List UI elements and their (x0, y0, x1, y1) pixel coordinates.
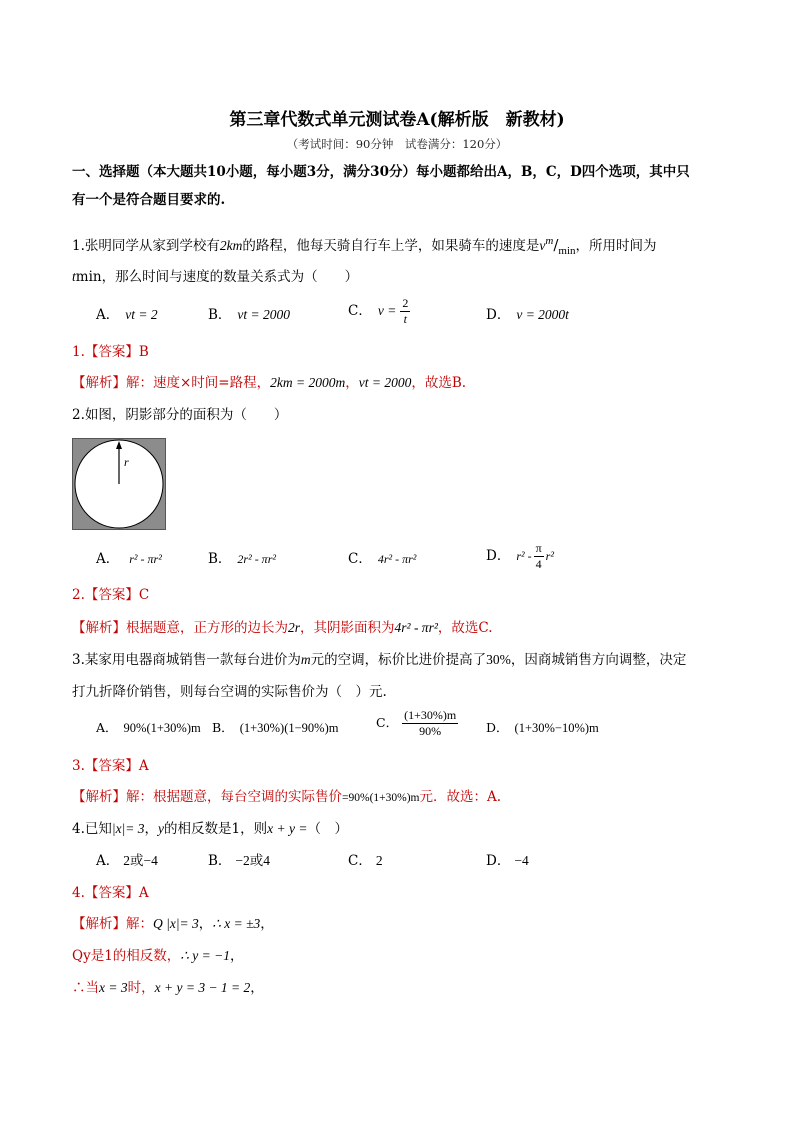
analysis-formula: =90%(1+30%)m (342, 792, 420, 804)
q3-option-c (376, 708, 458, 739)
fraction-numerator: (1+30%)m (404, 708, 457, 722)
option-label: B． (208, 551, 232, 567)
analysis-text: 解： (126, 916, 153, 932)
q1-fraction (400, 296, 410, 327)
option-label: A． (96, 307, 120, 323)
q1-stem-line1 (72, 231, 657, 261)
fraction-denominator: 4 (535, 557, 542, 571)
q1-option-a (96, 305, 158, 325)
analysis-text: ，故选C. (437, 620, 493, 636)
radius-label: r (124, 455, 129, 469)
option-label: D． (486, 720, 509, 735)
q4-text: ， (144, 821, 159, 837)
analysis-text: ， (250, 980, 264, 996)
analysis-text: 解：速度×时间=路程， (126, 375, 271, 391)
q3-option-d (486, 718, 599, 738)
q4-analysis-line2 (72, 946, 243, 966)
option-value: r² - πr² (129, 552, 162, 566)
q4-text: 4.已知 (72, 821, 112, 837)
option-value: r² - (516, 549, 532, 563)
option-value: (1+30%−10%)m (514, 721, 599, 735)
q3-price-var: m (300, 652, 311, 667)
q2-analysis (72, 618, 493, 638)
q1-option-d (486, 305, 569, 325)
option-value: v = 2000t (516, 307, 569, 322)
q1-analysis (72, 373, 466, 393)
section-heading-line1: 一、选择题（本大题共10小题，每小题3分，满分30分）每小题都给出A，B，C，D四个选项，其中只 (72, 164, 690, 180)
option-label: D． (486, 307, 511, 323)
analysis-label: 【解析】 (72, 620, 126, 636)
square-circle-figure (72, 438, 166, 530)
analysis-formula: x + y = 3 − 1 = 2 (154, 980, 251, 995)
q3-text: ，因商城销售方向调整，决定 (510, 652, 687, 668)
option-label: A． (96, 720, 118, 735)
analysis-text: ， (345, 375, 359, 391)
analysis-text: 解：根据题意，每台空调的实际售价 (126, 789, 342, 805)
option-label: B． (212, 720, 234, 735)
option-label: C． (348, 303, 372, 319)
q3-stem-line1 (72, 650, 686, 670)
analysis-text: ， (260, 916, 274, 932)
option-label: A． (96, 853, 120, 869)
q1-speed-unit-min: min (558, 245, 576, 257)
option-value: 2 (375, 853, 383, 868)
option-label: B． (208, 853, 232, 869)
analysis-text: ，故选B. (411, 375, 467, 391)
q4-option-d (486, 851, 529, 871)
q3-option-a (96, 718, 201, 738)
analysis-text: ， (198, 916, 213, 932)
q1-stem-line2 (72, 267, 358, 287)
q2-option-c (348, 549, 416, 569)
analysis-formula: ∴ x = ±3 (212, 916, 261, 931)
q3-answer: 3.【答案】A (72, 758, 149, 774)
option-value: vt = 2 (125, 307, 158, 322)
option-value: 2或−4 (123, 853, 158, 868)
q1-text: min，那么时间与速度的数量关系式为（ ） (75, 269, 359, 285)
q3-text: 3.某家用电器商城销售一款每台进价为 (72, 652, 301, 668)
q1-option-c (348, 296, 410, 327)
option-value: 2r² - πr² (237, 552, 276, 566)
q3-fraction (402, 708, 458, 739)
analysis-formula: 2km = 2000m (270, 375, 346, 390)
fraction-numerator: π (535, 541, 542, 555)
option-value: r² (545, 549, 554, 563)
fraction-denominator: 90% (419, 724, 442, 738)
option-label: D． (486, 548, 511, 564)
option-value: 90%(1+30%)m (123, 721, 201, 735)
analysis-label: 【解析】 (72, 789, 126, 805)
q4-option-b (208, 851, 270, 871)
q3-analysis (72, 787, 501, 808)
option-label: A． (96, 551, 120, 567)
option-label: C． (376, 715, 399, 730)
analysis-text: 元．故选：A. (419, 789, 502, 805)
q1-text: 1.张明同学从家到学校有 (72, 238, 220, 254)
analysis-label: 【解析】 (72, 375, 126, 391)
page-title: 第三章代数式单元测试卷A(解析版 新教材) (229, 110, 565, 130)
fraction-numerator: 2 (402, 296, 409, 310)
analysis-text: ∴当 (72, 980, 99, 996)
option-label: C． (348, 853, 372, 869)
q2-fraction (534, 541, 544, 572)
fraction-denominator: t (403, 312, 407, 326)
q3-stem-line2: 打九折降价销售，则每台空调的实际售价为（ ）元. (72, 684, 387, 700)
q4-text: （ ） (307, 821, 348, 837)
q2-option-b (208, 549, 276, 569)
q3-option-b (212, 718, 339, 738)
q1-speed-var: v (539, 238, 546, 253)
q4-option-a (96, 851, 158, 871)
q2-option-a (96, 549, 162, 569)
q4-text: 的相反数是1，则 (164, 821, 268, 837)
option-label: B． (208, 307, 232, 323)
q4-option-c (348, 851, 383, 871)
q1-text: 的路程，他每天骑自行车上学，如果骑车的速度是 (242, 238, 540, 254)
analysis-formula: vt = 2000 (358, 375, 412, 390)
analysis-text: ，其阴影面积为 (300, 620, 395, 636)
q1-option-b (208, 305, 290, 325)
q1-slash: / (553, 236, 559, 254)
section-heading-line2: 有一个是符合题目要求的. (72, 192, 226, 208)
analysis-formula: ∴ y = −1 (180, 948, 230, 963)
analysis-text: ， (229, 948, 244, 964)
analysis-text: 根据题意，正方形的边长为 (126, 620, 288, 636)
q1-speed-unit-m: m (545, 235, 554, 247)
option-value: v = (377, 303, 397, 318)
analysis-formula: Q |x|= 3 (153, 916, 199, 931)
q2-stem: 2.如图，阴影部分的面积为（ ） (72, 407, 288, 423)
q4-stem (72, 819, 348, 839)
analysis-formula: 2r (288, 620, 301, 635)
analysis-text: Qy是1的相反数， (72, 948, 181, 964)
analysis-formula: 4r² - πr² (394, 620, 438, 635)
q4-var: y (158, 821, 165, 836)
q1-text: ，所用时间为 (575, 238, 657, 254)
analysis-formula: x = 3 (99, 980, 128, 995)
q1-answer: 1.【答案】B (72, 344, 149, 360)
option-value: vt = 2000 (237, 307, 291, 322)
q4-analysis-line3 (72, 978, 264, 998)
q4-analysis-line1 (72, 914, 274, 934)
exam-info: （考试时间：90分钟 试卷满分：120分） (286, 137, 508, 151)
option-value: (1+30%)(1−90%)m (239, 721, 339, 735)
q1-time-var: t (72, 269, 76, 284)
q4-answer: 4.【答案】A (72, 885, 149, 901)
option-value: −4 (514, 853, 529, 868)
q4-formula: |x|= 3 (111, 821, 145, 836)
q4-formula: x + y = (267, 821, 308, 836)
q3-percent: 30% (486, 652, 511, 667)
q2-answer: 2.【答案】C (72, 587, 150, 603)
analysis-text: 时， (127, 980, 155, 996)
option-value: 4r² - πr² (377, 552, 417, 566)
option-value: −2或4 (235, 853, 271, 868)
option-label: D． (486, 853, 511, 869)
q1-distance: 2km (219, 238, 243, 253)
option-label: C． (348, 551, 372, 567)
analysis-label: 【解析】 (72, 916, 126, 932)
q2-option-d (486, 541, 554, 572)
q3-text: 元的空调，标价比进价提高了 (310, 652, 487, 668)
